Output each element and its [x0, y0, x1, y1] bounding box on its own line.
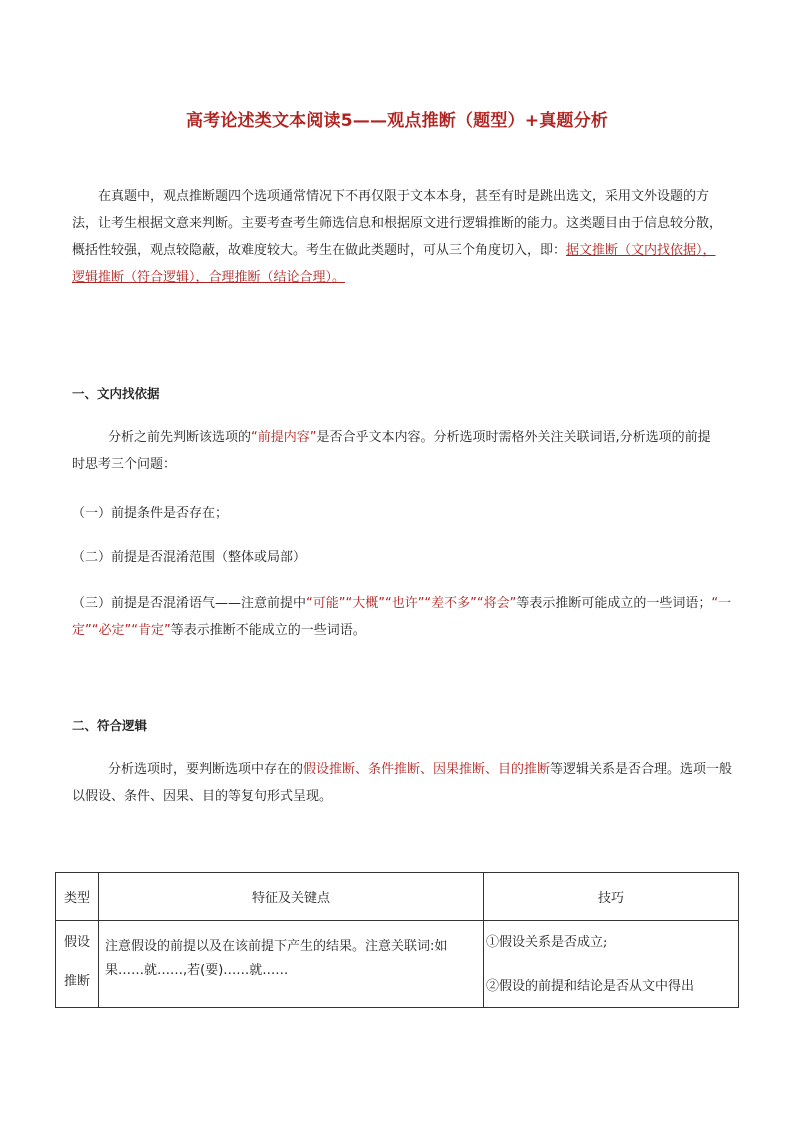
table-row [56, 921, 739, 1008]
row-feature: 注意假设的前提以及在该前提下产生的结果。注意关联词:如果……就……,若(要)……就…… [99, 921, 484, 1008]
section1-paragraph [72, 424, 722, 478]
row-tip-2: ②假设的前提和结论是否从文中得出 [486, 979, 695, 994]
row-tip-1: ①假设关系是否成立; [486, 935, 608, 950]
reasoning-table [55, 872, 739, 1008]
item3-words-certain: “一定”“必定”“肯定” [72, 596, 732, 638]
item3-text-before: （三）前提是否混淆语气——注意前提中 [72, 596, 307, 611]
section1-item-2: （二）前提是否混淆范围（整体或局部） [72, 550, 307, 565]
item3-words-possible: “可能”“大概”“也许”“差不多”“将会” [306, 596, 517, 611]
header-type: 类型 [56, 873, 99, 921]
section1-highlight: “前提内容” [251, 430, 317, 445]
page-title: 高考论述类文本阅读5——观点推断（题型）+真题分析 [185, 111, 609, 131]
section2-paragraph [72, 756, 734, 810]
row-type-line2: 推断 [63, 974, 90, 989]
section1-item-3 [72, 590, 732, 644]
section2-highlight: 假设推断、条件推断、因果推断、目的推断 [303, 762, 551, 777]
section2-text-after: 等逻辑关系是否合理。选项一般以假设、条件、因果、目的等复句形式呈现。 [72, 762, 733, 804]
table-header-row [56, 873, 739, 921]
section2-heading: 二、符合逻辑 [72, 718, 148, 733]
header-feature: 特征及关键点 [99, 873, 484, 921]
intro-highlight: 据文推断（文内找依据），逻辑推断（符合逻辑），合理推断（结论合理）。 [72, 243, 716, 285]
row-tip [484, 921, 739, 1008]
row-type-line1: 假设 [63, 935, 90, 950]
section1-heading: 一、文内找依据 [72, 386, 160, 401]
header-tip: 技巧 [484, 873, 739, 921]
intro-text: 在真题中，观点推断题四个选项通常情况下不再仅限于文本本身，甚至有时是跳出选文，采用文外设题的方法，让考生根据文意来判断。主要考查考生筛选信息和根据原文进行逻辑推断的能力。这类题目由于信息较分散，概括性较强，观点较隐蔽，故难度较大。考生在做此类题时，可从三个角度切入，即： [72, 189, 723, 258]
section1-text-before: 分析之前先判断该选项的 [108, 430, 252, 445]
section1-text-after: 是否合乎文本内容。分析选项时需格外关注关联词语,分析选项的前提时思考三个问题： [72, 430, 711, 472]
section1-item-1: （一）前提条件是否存在； [72, 506, 229, 521]
row-type [56, 921, 99, 1008]
section2-text-before: 分析选项时，要判断选项中存在的 [108, 762, 304, 777]
intro-paragraph [72, 183, 722, 291]
item3-text-after: 等表示推断不能成立的一些词语。 [170, 623, 366, 638]
item3-text-middle: 等表示推断可能成立的一些词语； [516, 596, 712, 611]
